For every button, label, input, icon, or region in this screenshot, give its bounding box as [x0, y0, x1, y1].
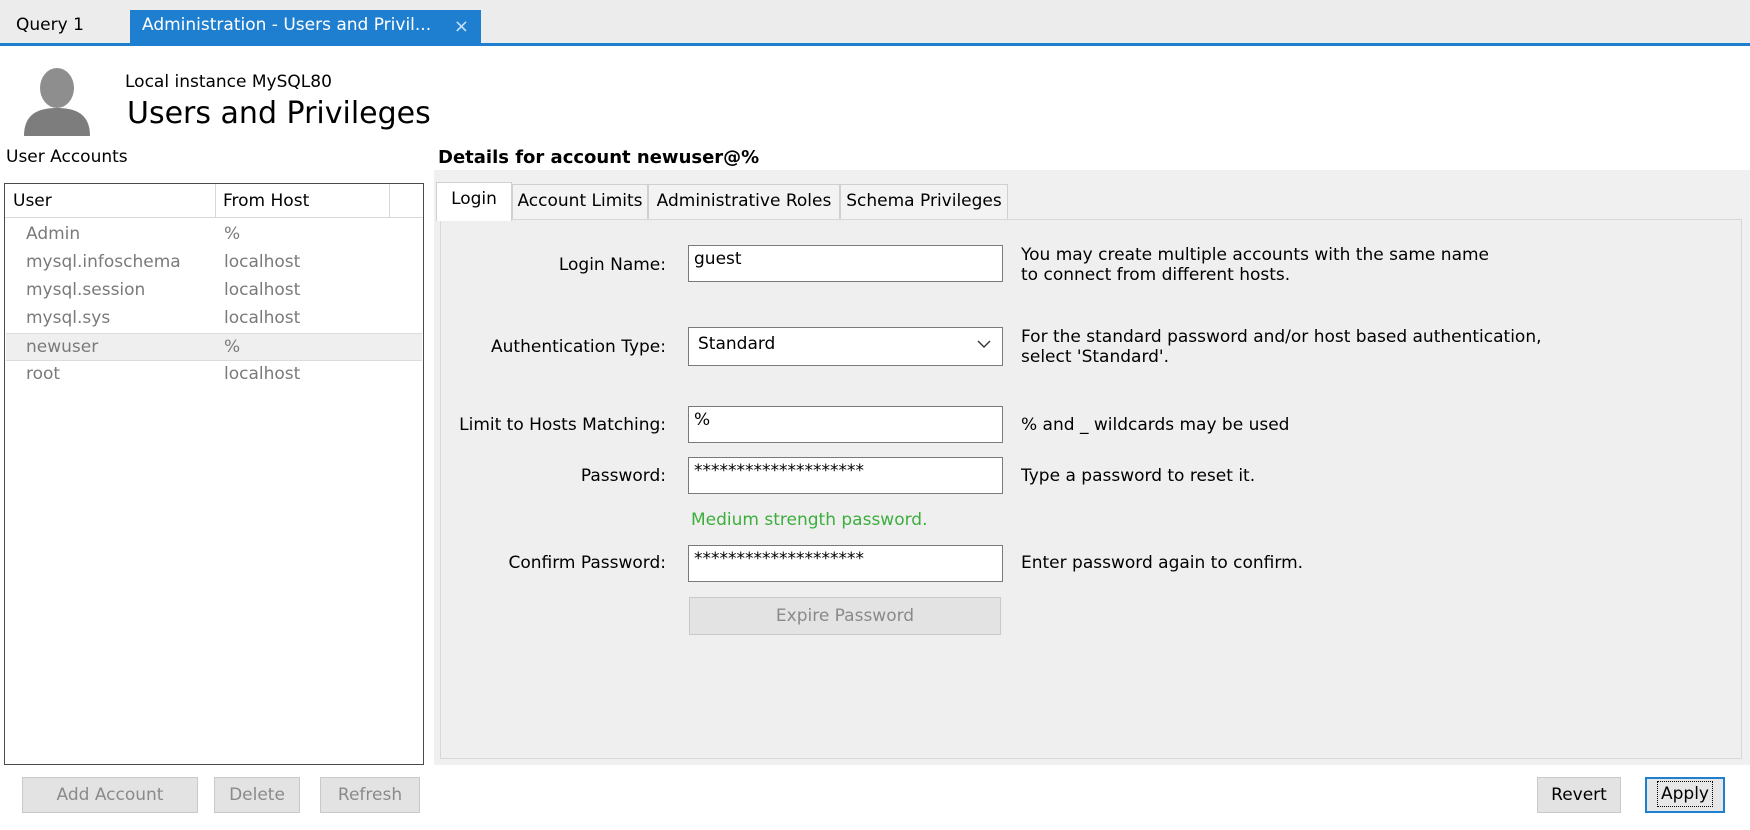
- apply-button-label: Apply: [1657, 781, 1713, 807]
- user-silhouette-icon: [20, 62, 94, 136]
- user-accounts-label: User Accounts: [6, 147, 128, 167]
- refresh-button[interactable]: Refresh: [320, 777, 420, 813]
- page-title: Users and Privileges: [127, 96, 431, 131]
- account-user: newuser: [26, 337, 99, 357]
- authentication-type-hint: [1021, 327, 1542, 367]
- account-host: %: [224, 224, 241, 244]
- authentication-type-hint-line-1: For the standard password and/or host based authentication,: [1021, 327, 1542, 347]
- account-user: mysql.session: [26, 280, 146, 300]
- column-header-from-host[interactable]: From Host: [223, 191, 310, 211]
- column-divider[interactable]: [215, 184, 216, 217]
- accounts-list-header: [5, 184, 423, 218]
- delete-account-button[interactable]: Delete: [214, 777, 300, 813]
- login-name-hint-line-1: You may create multiple accounts with the same name: [1021, 245, 1490, 265]
- revert-button[interactable]: Revert: [1537, 777, 1621, 813]
- login-name-hint-line-2: to connect from different hosts.: [1021, 265, 1291, 285]
- password-strength-indicator: Medium strength password.: [691, 510, 928, 530]
- login-tab-panel: [440, 219, 1742, 759]
- login-name-label: Login Name:: [558, 255, 666, 275]
- password-hint: Type a password to reset it.: [1021, 466, 1256, 486]
- close-icon[interactable]: ×: [453, 16, 469, 37]
- chevron-down-icon[interactable]: [976, 336, 992, 357]
- password-field[interactable]: ********************: [688, 457, 1003, 494]
- tab-schema-privileges[interactable]: Schema Privileges: [840, 184, 1008, 219]
- login-name-field[interactable]: guest: [688, 245, 1003, 282]
- add-account-button[interactable]: Add Account: [22, 777, 198, 813]
- account-host: %: [224, 337, 241, 357]
- account-row-newuser[interactable]: [6, 333, 422, 361]
- details-title: Details for account newuser@%: [438, 147, 760, 168]
- account-user: mysql.infoschema: [26, 252, 181, 272]
- account-user: root: [26, 364, 61, 384]
- column-header-user[interactable]: User: [13, 191, 52, 211]
- apply-button[interactable]: [1645, 777, 1725, 813]
- tab-administration-users[interactable]: [130, 10, 481, 43]
- authentication-type-value: Standard: [698, 334, 776, 354]
- account-host: localhost: [224, 280, 301, 300]
- instance-name: Local instance MySQL80: [125, 72, 332, 92]
- user-accounts-list[interactable]: [4, 183, 424, 765]
- account-row-mysql-infoschema[interactable]: [6, 249, 422, 277]
- tab-login[interactable]: Login: [436, 182, 512, 221]
- password-label: Password:: [580, 466, 666, 486]
- account-row-admin[interactable]: [6, 221, 422, 249]
- limit-hosts-field[interactable]: %: [688, 406, 1003, 443]
- column-divider[interactable]: [389, 184, 390, 217]
- confirm-password-field[interactable]: ********************: [688, 545, 1003, 582]
- account-row-mysql-session[interactable]: [6, 277, 422, 305]
- account-host: localhost: [224, 252, 301, 272]
- account-row-mysql-sys[interactable]: [6, 305, 422, 333]
- limit-hosts-hint: % and _ wildcards may be used: [1021, 415, 1290, 435]
- account-user: mysql.sys: [26, 308, 111, 328]
- tab-account-limits[interactable]: Account Limits: [512, 184, 648, 219]
- expire-password-button[interactable]: Expire Password: [689, 597, 1001, 635]
- editor-tab-strip: [0, 0, 1750, 46]
- confirm-password-hint: Enter password again to confirm.: [1021, 553, 1304, 573]
- account-user: Admin: [26, 224, 81, 244]
- tab-query-1[interactable]: Query 1: [16, 15, 84, 35]
- account-row-root[interactable]: [6, 361, 422, 389]
- confirm-password-label: Confirm Password:: [508, 553, 666, 573]
- login-name-hint: [1021, 245, 1489, 285]
- limit-hosts-label: Limit to Hosts Matching:: [459, 415, 666, 435]
- authentication-type-label: Authentication Type:: [491, 337, 666, 357]
- authentication-type-select[interactable]: [688, 327, 1003, 366]
- account-host: localhost: [224, 308, 301, 328]
- tab-administration-label: Administration - Users and Privil...: [142, 15, 432, 35]
- authentication-type-hint-line-2: select 'Standard'.: [1021, 347, 1170, 367]
- account-host: localhost: [224, 364, 301, 384]
- tab-administrative-roles[interactable]: Administrative Roles: [648, 184, 840, 219]
